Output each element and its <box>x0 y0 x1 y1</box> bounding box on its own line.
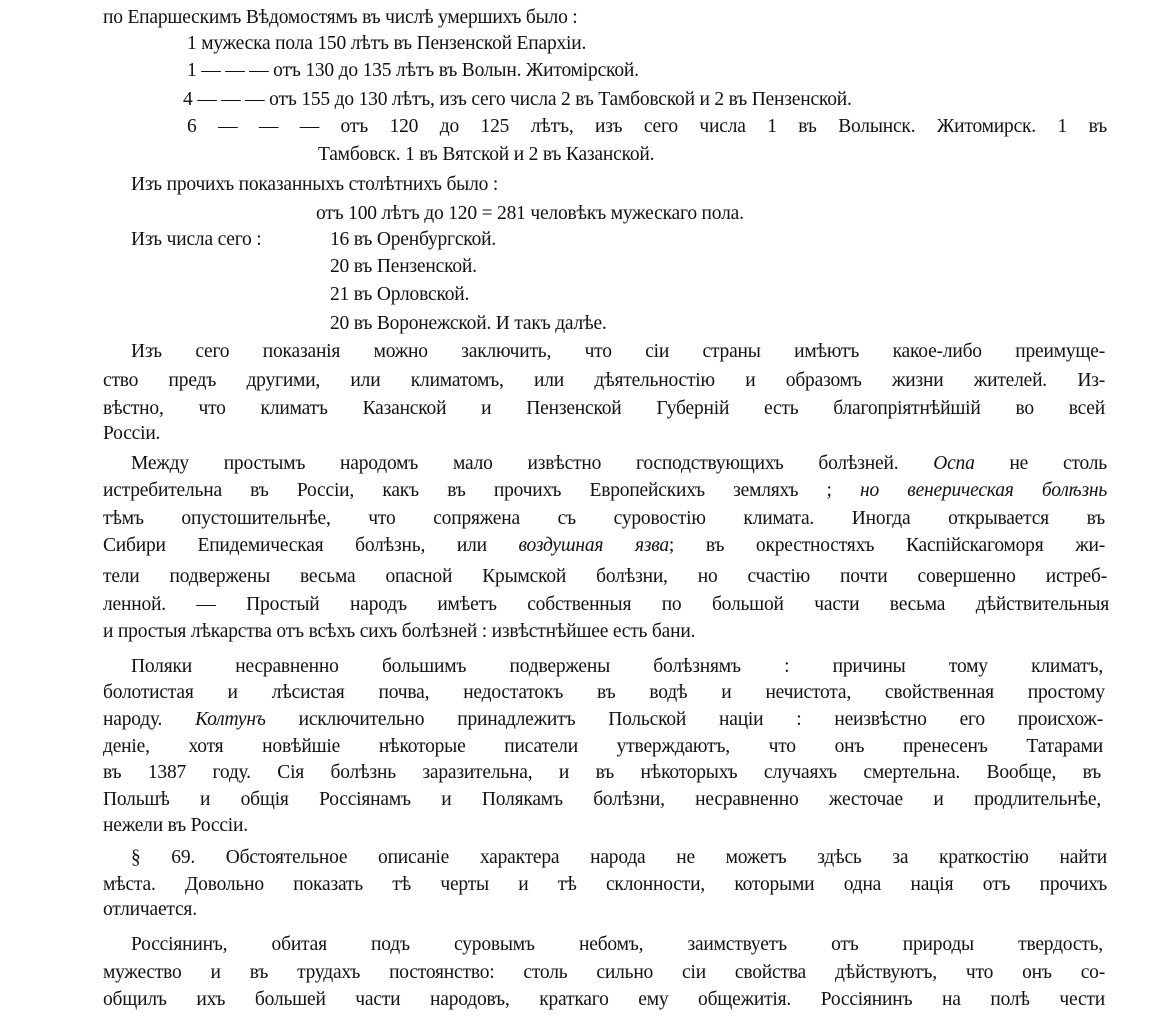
line-text: въ 1387 году. Сія болѣзнь заразительна, и въ нѣкоторыхъ случаяхъ смертельна. Вообще, въ <box>103 762 1101 783</box>
line-text: Поляки несравненно большимъ подвержены болѣзнямъ : причины тому климатъ, <box>131 656 1103 677</box>
text-line <box>103 898 197 922</box>
text-line <box>103 534 1105 558</box>
line-text: 6 — — — отъ 120 до 125 лѣтъ, изъ сего числа 1 въ Волынск. Житомирск. 1 въ <box>187 116 1107 137</box>
text-line <box>187 59 639 83</box>
line-text: народу. <box>103 709 196 730</box>
text-line <box>103 565 1107 589</box>
line-text: мужество и въ трудахъ постоянство: столь сильно сіи свойства дѣйствуютъ, что онъ со- <box>103 962 1105 983</box>
line-text: Изъ прочихъ показанныхъ столѣтнихъ было : <box>131 174 499 195</box>
text-line <box>131 340 1105 364</box>
text-line <box>330 312 607 336</box>
text-line <box>183 88 852 112</box>
text-line <box>103 479 1107 503</box>
line-text: нежели въ Россіи. <box>103 815 248 836</box>
text-line <box>103 761 1101 785</box>
line-text: Польшѣ и общія Россіянамъ и Полякамъ болѣзни, несравненно жесточае и продлительнѣе, <box>103 789 1101 810</box>
text-line <box>131 933 1103 957</box>
line-text: 20 въ Воронежской. И такъ далѣе. <box>330 313 607 334</box>
line-text: 4 — — — отъ 155 до 130 лѣтъ, изъ сего числа 2 въ Тамбовской и 2 въ Пензенской. <box>183 89 852 110</box>
text-line <box>103 6 578 30</box>
text-line <box>131 452 1107 476</box>
italic-term: Колтунъ <box>195 709 266 730</box>
line-text: Россіянинъ, обитая подъ суровымъ небомъ, заимствуетъ отъ природы твердость, <box>131 934 1103 955</box>
text-line <box>131 655 1103 679</box>
line-text: ленной. — Простый народъ имѣетъ собственныя по большой части весьма дѣйствительныя <box>103 594 1109 615</box>
text-line <box>103 620 695 644</box>
text-line <box>103 788 1101 812</box>
line-text: не столь <box>974 453 1107 474</box>
line-text: вѣстно, что климатъ Казанской и Пензенской Губерній есть благопріятнѣйшій во всей <box>103 398 1105 419</box>
text-line <box>103 708 1103 732</box>
text-line <box>103 873 1107 897</box>
line-text: Сибири Епидемическая болѣзнь, или <box>103 535 519 556</box>
text-line <box>131 228 261 252</box>
text-line <box>330 283 469 307</box>
line-text: болотистая и лѣсистая почва, недостатокъ въ водѣ и нечистота, свойственная простому <box>103 682 1105 703</box>
italic-term: воздушная язва <box>518 535 669 556</box>
line-text: 1 мужеска пола 150 лѣтъ въ Пензенской Епархіи. <box>187 33 587 54</box>
line-text: Изъ числа сего : <box>131 229 262 250</box>
text-line <box>103 397 1105 421</box>
text-line <box>103 369 1105 393</box>
line-text: общилъ ихъ большей части народовъ, краткаго ему общежитія. Россіянинъ на полѣ чести <box>103 989 1105 1010</box>
italic-term: Оспа <box>933 453 975 474</box>
text-line <box>103 681 1105 705</box>
line-text: мѣста. Довольно показать тѣ черты и тѣ склонности, которыми одна нація отъ прочихъ <box>103 874 1107 895</box>
line-text: Изъ сего показанія можно заключить, что сіи страны имѣютъ какое-либо преимуще- <box>131 341 1105 362</box>
text-line <box>103 961 1105 985</box>
line-text: ство предъ другими, или климатомъ, или дѣятельностію и образомъ жизни жителей. Из- <box>103 370 1105 391</box>
text-line <box>103 814 248 838</box>
line-text: ; въ окрестностяхъ Каспійскагоморя жи- <box>668 535 1105 556</box>
line-text: и простыя лѣкарства отъ всѣхъ сихъ болѣзней : извѣстнѣйшее есть бани. <box>103 621 696 642</box>
text-line <box>131 173 498 197</box>
text-line <box>187 115 1107 139</box>
line-text: тели подвержены весьма опасной Крымской болѣзни, но счастію почти совершенно истреб- <box>103 566 1107 587</box>
line-text: отличается. <box>103 899 197 920</box>
line-text: 1 — — — отъ 130 до 135 лѣтъ въ Волын. Житомірской. <box>187 60 639 81</box>
text-line <box>131 846 1107 870</box>
line-text: 21 въ Орловской. <box>330 284 470 305</box>
line-text: 20 въ Пензенской. <box>330 256 477 277</box>
line-text: по Епаршескимъ Вѣдомостямъ въ числѣ умершихъ было : <box>103 7 578 28</box>
line-text: Тамбовск. 1 въ Вятской и 2 въ Казанской. <box>318 144 655 165</box>
line-text: Между простымъ народомъ мало извѣстно господствующихъ болѣзней. <box>131 453 934 474</box>
line-text: истребительна въ Россіи, какъ въ прочихъ Европейскихъ земляхъ ; <box>103 480 861 501</box>
text-line <box>318 143 654 167</box>
text-line <box>103 422 160 446</box>
text-line <box>103 507 1105 531</box>
line-text: деніе, хотя новѣйшіе нѣкоторые писатели утверждаютъ, что онъ пренесенъ Татарами <box>103 736 1103 757</box>
text-line <box>330 255 477 279</box>
line-text: 16 въ Оренбургской. <box>330 229 497 250</box>
italic-term: но венерическая болѣзнь <box>860 480 1107 501</box>
text-line <box>103 735 1103 759</box>
line-text: отъ 100 лѣтъ до 120 = 281 человѣкъ мужескаго пола. <box>316 203 744 224</box>
text-line <box>103 593 1109 617</box>
line-text: § 69. Обстоятельное описаніе характера народа не можетъ здѣсь за краткостію найти <box>131 847 1107 868</box>
text-line <box>103 988 1105 1012</box>
line-text: исключительно принадлежитъ Польской націи : неизвѣстно его происхож- <box>265 709 1103 730</box>
text-line <box>330 228 496 252</box>
text-line <box>187 32 586 56</box>
line-text: Россіи. <box>103 423 161 444</box>
text-line <box>316 202 744 226</box>
line-text: тѣмъ опустошительнѣе, что сопряжена съ суровостію климата. Иногда открывается въ <box>103 508 1105 529</box>
